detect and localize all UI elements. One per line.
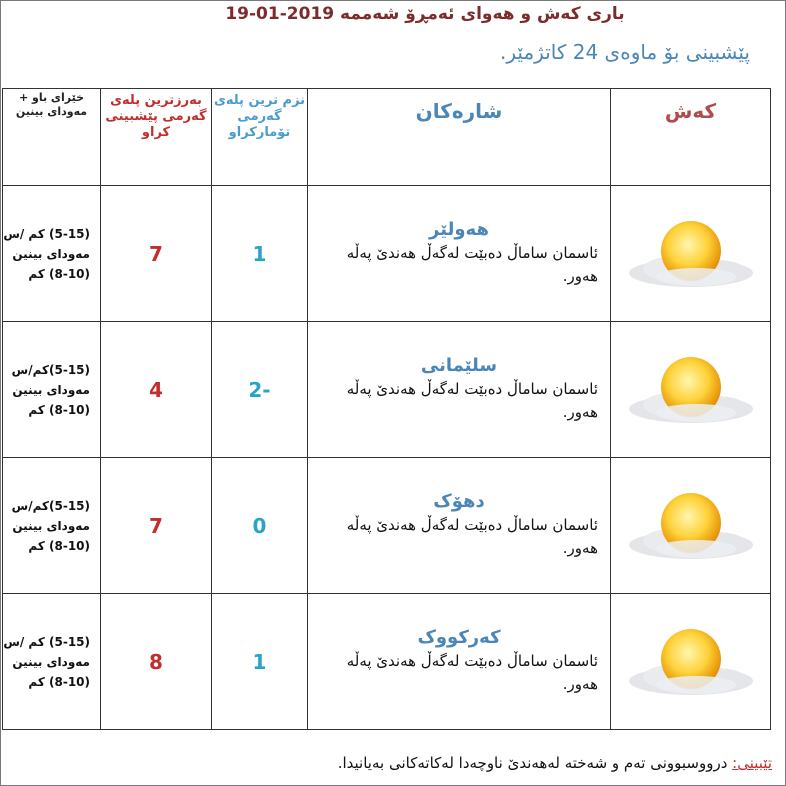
min-temp-cell <box>212 594 308 730</box>
wind-speed: (5-15) کم /س <box>3 226 90 241</box>
header-min-temp: نزم ترین پلەی گەرمی تۆمارکراو <box>212 89 308 186</box>
city-name: دهۆک <box>433 491 485 512</box>
note-label: تێبینی: <box>732 754 772 772</box>
table-row <box>3 186 771 322</box>
wind-cell <box>3 594 101 730</box>
wind-speed: (5-15)کم/س <box>11 498 90 513</box>
min-temp-value: 1 <box>252 649 267 674</box>
city-name: سلێمانی <box>420 355 498 376</box>
visibility-value: (8-10) کم <box>28 538 90 553</box>
min-temp-cell <box>212 458 308 594</box>
table-row <box>3 322 771 458</box>
forecast-table <box>2 88 771 730</box>
visibility-value: (8-10) کم <box>28 674 90 689</box>
city-name: هەولێر <box>429 219 489 240</box>
min-temp-cell <box>212 186 308 322</box>
visibility-label: مەودای بینین <box>12 382 90 397</box>
sun-with-clouds-icon <box>621 615 761 705</box>
max-temp-value: 4 <box>149 377 163 402</box>
condition-text: ئاسمان ساماڵ دەبێت لەگەڵ هەندێ پەڵە هەور. <box>346 244 598 285</box>
wind-cell <box>3 458 101 594</box>
table-row <box>3 594 771 730</box>
weather-cell <box>611 458 771 594</box>
city-name: کەرکووک <box>417 627 501 648</box>
min-temp-value: -2 <box>248 377 271 402</box>
page-subtitle: پێشبینی بۆ ماوەی 24 کاتژمێر. <box>500 40 750 64</box>
sun-with-clouds-icon <box>621 343 761 433</box>
sun-with-clouds-icon <box>621 479 761 569</box>
wind-speed: (5-15) کم /س <box>3 634 90 649</box>
max-temp-cell <box>101 594 212 730</box>
wind-speed: (5-15)کم/س <box>11 362 90 377</box>
min-temp-value: 0 <box>252 513 267 538</box>
header-max-temp: بەرزترین پلەی گەرمی پێشبینی کراو <box>101 89 212 186</box>
max-temp-cell <box>101 458 212 594</box>
weather-cell <box>611 594 771 730</box>
visibility-value: (8-10) کم <box>28 266 90 281</box>
table-row <box>3 458 771 594</box>
condition-text: ئاسمان ساماڵ دەبێت لەگەڵ هەندێ پەڵە هەور. <box>346 380 598 421</box>
sun-with-clouds-icon <box>621 207 761 297</box>
city-cell <box>308 594 611 730</box>
visibility-label: مەودای بینین <box>12 518 90 533</box>
city-cell <box>308 458 611 594</box>
table-header-row <box>3 89 771 186</box>
page-title: باری کەش و هەوای ئەمڕۆ شەممە 2019-01-19 <box>225 4 625 24</box>
visibility-label: مەودای بینین <box>12 246 90 261</box>
header-weather: کەش <box>611 89 771 186</box>
wind-cell <box>3 186 101 322</box>
city-cell <box>308 322 611 458</box>
max-temp-value: 7 <box>149 241 163 266</box>
max-temp-value: 8 <box>149 649 163 674</box>
header-wind: خێرای باو + مەودای بینین <box>3 89 101 186</box>
condition-text: ئاسمان ساماڵ دەبێت لەگەڵ هەندێ پەڵە هەور. <box>346 652 598 693</box>
min-temp-value: 1 <box>252 241 267 266</box>
header-city: شارەکان <box>308 89 611 186</box>
wind-cell <box>3 322 101 458</box>
weather-cell <box>611 186 771 322</box>
city-cell <box>308 186 611 322</box>
note-text: درووسبوونی تەم و شەختە لەهەندێ ناوچەدا لەکاتەکانی بەیانیدا. <box>337 754 733 772</box>
min-temp-cell <box>212 322 308 458</box>
visibility-label: مەودای بینین <box>12 654 90 669</box>
max-temp-cell <box>101 322 212 458</box>
footer-note <box>338 754 772 772</box>
max-temp-value: 7 <box>149 513 163 538</box>
max-temp-cell <box>101 186 212 322</box>
weather-cell <box>611 322 771 458</box>
condition-text: ئاسمان ساماڵ دەبێت لەگەڵ هەندێ پەڵە هەور. <box>346 516 598 557</box>
visibility-value: (8-10) کم <box>28 402 90 417</box>
